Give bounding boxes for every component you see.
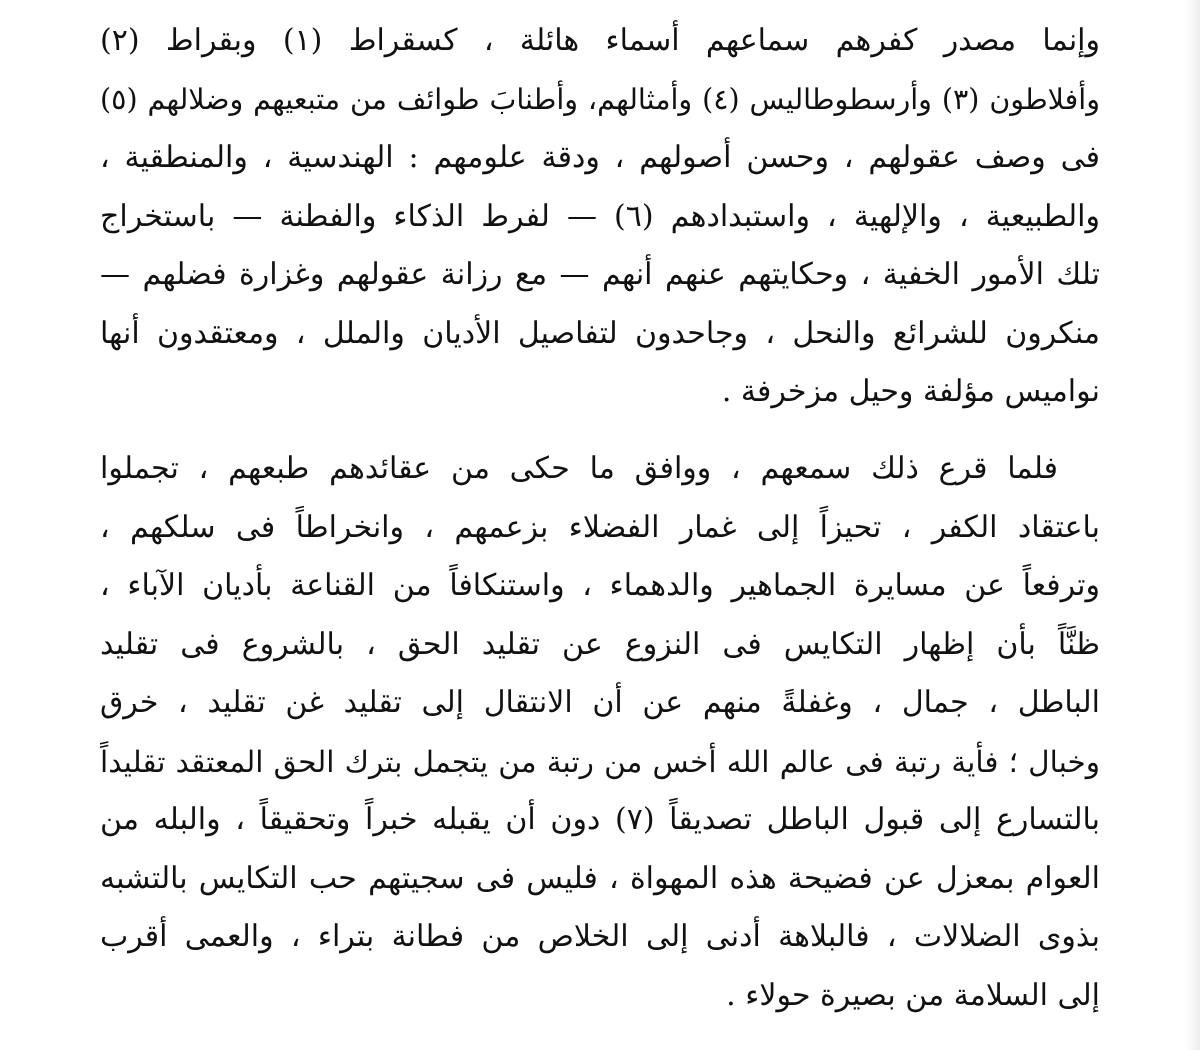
text-line: باعتقاد الكفر ، تحيزاً إلى غمار الفضلاء بزعمهم ، وانخراطاً فى سلكهم ، <box>100 509 1100 545</box>
text-line: وإنما مصدر كفرهم سماعهم أسماء هائلة ، كسقراط (١) وبقراط (٢) <box>100 23 1100 58</box>
paragraph-1 <box>100 12 1100 422</box>
text-line: منكرون للشرائع والنحل ، وجاحدون لتفاصيل الأديان والملل ، ومعتقدون أنها <box>100 315 1100 351</box>
text-line: إلى السلامة من بصيرة حولاء . <box>726 977 1100 1013</box>
text-line: فلما قرع ذلك سمعهم ، ووافق ما حكى من عقائدهم طبعهم ، تجملوا <box>100 451 1058 486</box>
text-line: بالتسارع إلى قبول الباطل تصديقاً (٧) دون أن يقبله خبراً وتحقيقاً ، والبله من <box>100 802 1100 837</box>
text-line: وخبال ؛ فأية رتبة فى عالم الله أخس من رتبة من يتجمل بترك الحق المعتقد تقليداً <box>100 744 1100 779</box>
text-line: ظنَّاً بأن إظهار التكايس فى النزوع عن تقليد الحق ، بالشروع فى تقليد <box>100 626 1100 662</box>
text-line: فى وصف عقولهم ، وحسن أصولهم ، ودقة علومهم : الهندسية ، والمنطقية ، <box>100 140 1100 175</box>
text-line: وأفلاطون (٣) وأرسطوطاليس (٤) وأمثالهم، وأطنابَ طوائف من متبعيهم وضلالهم (٥) <box>100 82 1100 116</box>
text-line: بذوى الضلالات ، فالبلاهة أدنى إلى الخلاص من فطانة بتراء ، والعمى أقرب <box>100 919 1100 954</box>
text-line: العوام بمعزل عن فضيحة هذه المهواة ، فليس فى سجيتهم حب التكايس بالتشبه <box>100 860 1100 896</box>
text-line: الباطل ، جمال ، وغفلةً منهم عن أن الانتقال إلى تقليد غن تقليد ، خرق <box>100 685 1100 720</box>
page-edge-shadow <box>1186 0 1200 1050</box>
text-line: وترفعاً عن مسايرة الجماهير والدهماء ، واستنكافاً من القناعة بأديان الآباء ، <box>100 568 1100 603</box>
text-line: تلك الأمور الخفية ، وحكايتهم عنهم أنهم — مع رزانة عقولهم وغزارة فضلهم — <box>100 257 1100 292</box>
text-line: نواميس مؤلفة وحيل مزخرفة . <box>721 374 1100 409</box>
paragraph-2 <box>100 440 1100 1025</box>
text-line: والطبيعية ، والإلهية ، واستبدادهم (٦) — لفرط الذكاء والفطنة — باستخراج <box>100 198 1100 234</box>
